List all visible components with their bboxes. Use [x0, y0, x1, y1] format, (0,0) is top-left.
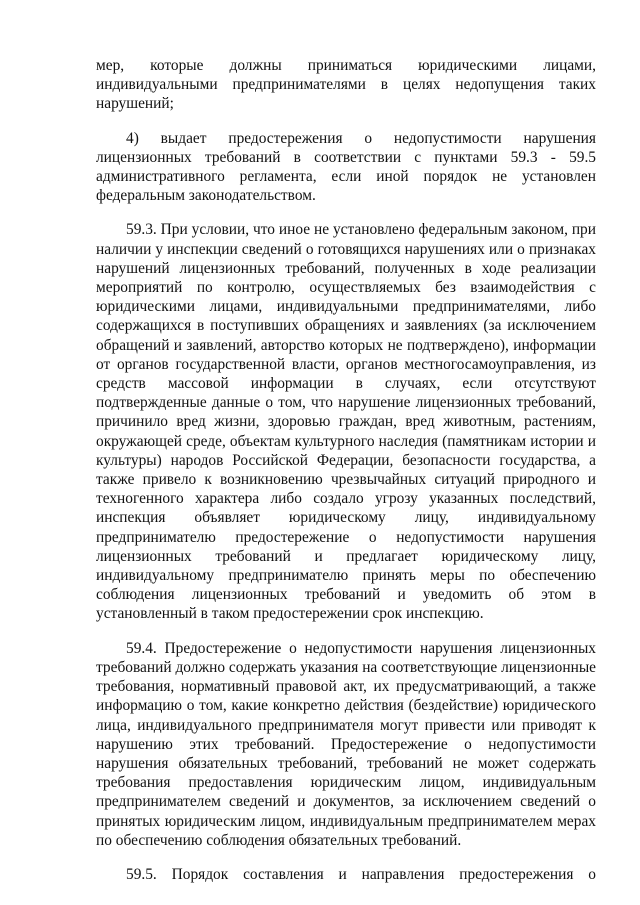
paragraph-item-4: 4) выдает предостережения о недопустимости нарушения лицензионных требований в соответствии с пунктами 59.3 - 59.5 административного регламента, если иной порядок не установлен федеральным законодательством.: [96, 129, 596, 205]
paragraph-59-5: 59.5. Порядок составления и направления предостережения о: [126, 865, 596, 883]
paragraph-continuation: мер, которые должны приниматься юридическими лицами, индивидуальными предпринимателями в целях недопущения таких нарушений;: [96, 57, 596, 113]
paragraph-59-3: 59.3. При условии, что иное не установлено федеральным законом, при наличии у инспекции сведений о готовящихся нарушениях или о признаках нарушений лицензионных требований, полученных в ходе реализации мероприятий по контролю, осуществляемых без взаимодействия с юридическими лицами, индивидуальными предпринимателями, либо содержащихся в поступивших обращениях и заявлениях (за исключением обращений и заявлений, авторство которых не подтверждено), информации от органов государственной власти, органов местногосамоуправления, из средств массовой информации в случаях, если отсутствуют подтвержденные данные о том, что нарушение лицензионных требований, причинило вред жизни, здоровью граждан, вред животным, растениям, окружающей среде, объектам культурного наследия (памятникам истории и культуры) народов Российской Федерации, безопасности государства, а также привело к возникновению чрезвычайных ситуаций природного и техногенного характера либо создало угрозу указанных последствий, инспекция объявляет юридическому лицу, индивидуальному предпринимателю предостережение о недопустимости нарушения лицензионных требований и предлагает юридическому лицу, индивидуальному предпринимателю принять меры по обеспечению соблюдения лицензионных требований и уведомить об этом в установленный в таком предостережении срок инспекцию.: [96, 221, 596, 623]
document-page: [96, 56, 596, 884]
paragraph-59-4: 59.4. Предостережение о недопустимости нарушения лицензионных требований должно содержать указания на соответствующие лицензионные требования, нормативный правовой акт, их предусматривающий, а также информацию о том, какие конкретно действия (бездействие) юридического лица, индивидуального предпринимателя могут привести или приводят к нарушению этих требований. Предостережение о недопустимости нарушения обязательных требований, требований не может содержать требования предоставления юридическим лицом, индивидуальным предпринимателем сведений и документов, за исключением сведений о принятых юридическим лицом, индивидуальным предпринимателем мерах по обеспечению соблюдения обязательных требований.: [96, 639, 596, 849]
